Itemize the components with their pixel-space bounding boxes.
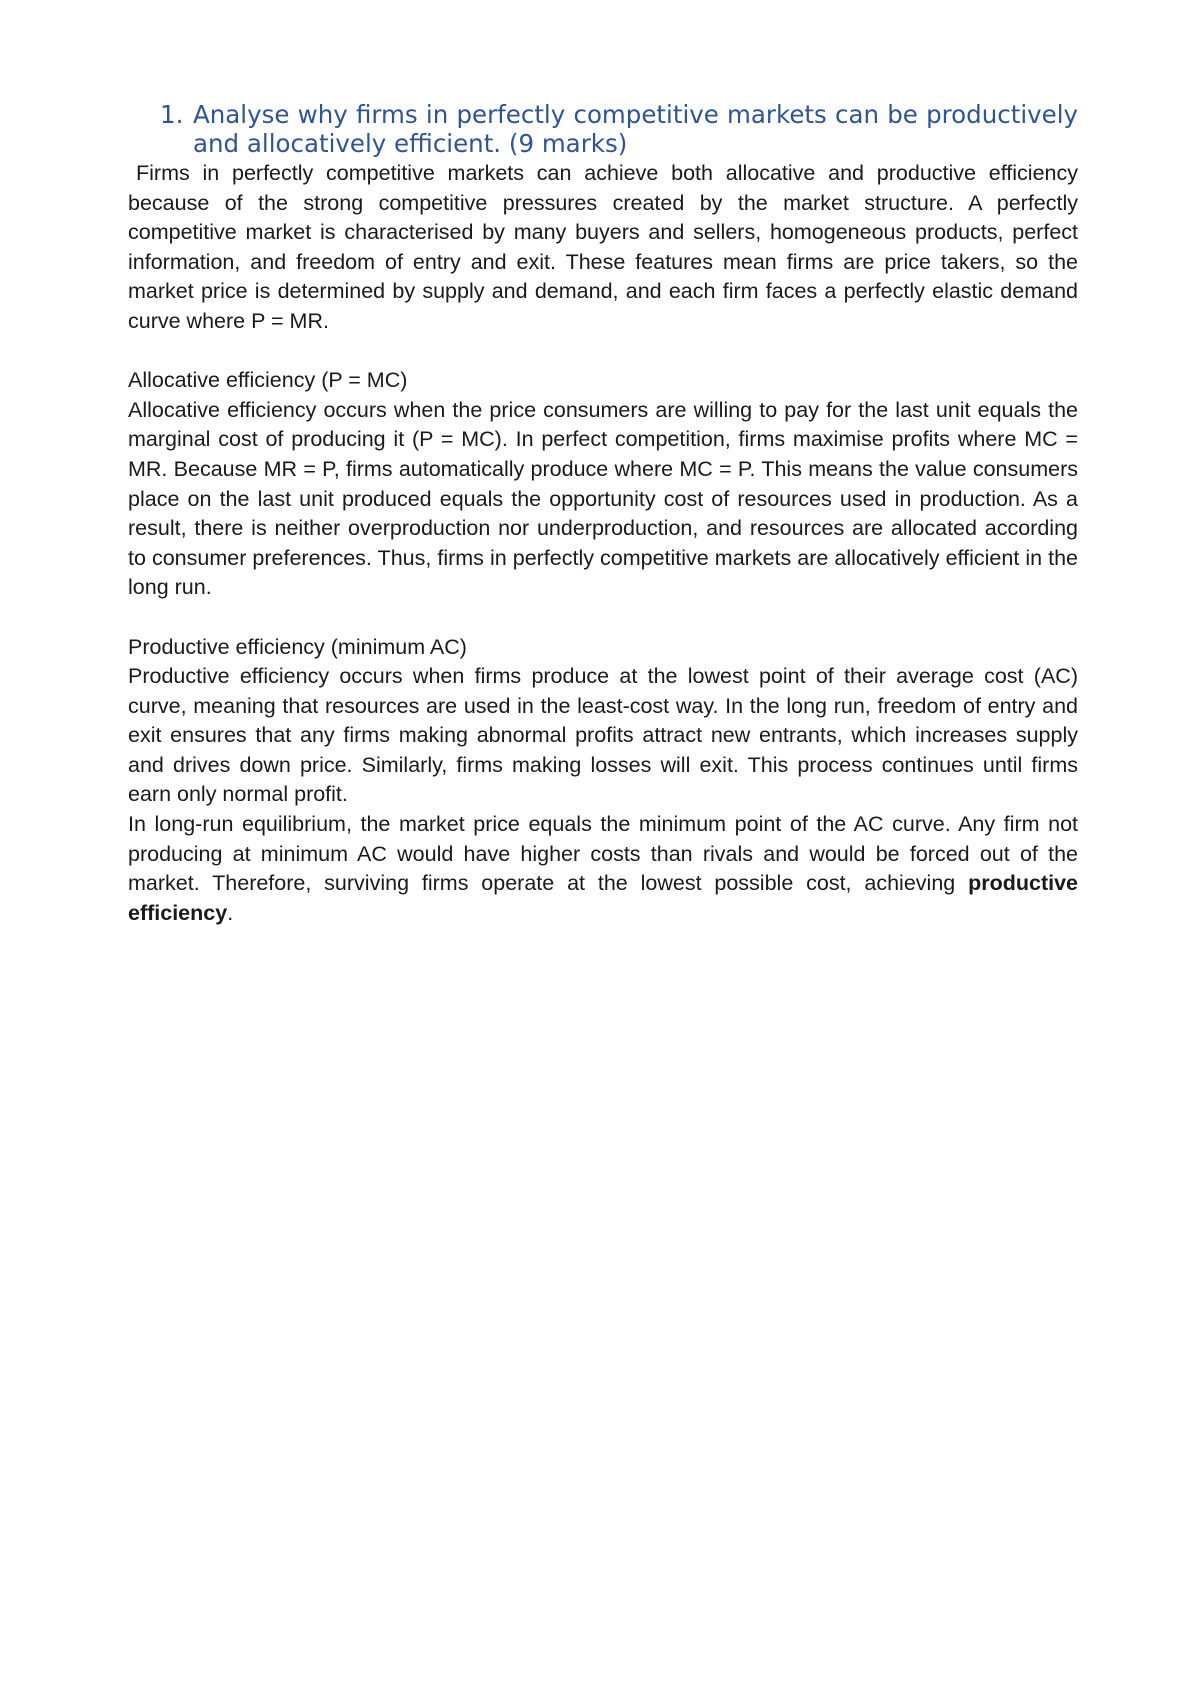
productive-paragraph-2-lead: In long-run equilibrium, the market price equals the minimum point of the AC curve. Any firm not producing at minimum AC would have higher costs than rivals and would be forced out of the market. Therefore, surviving firms operate at the lowest possible cost, achieving (128, 812, 1078, 896)
question-heading (128, 100, 1078, 158)
productive-paragraph-1: Productive efficiency occurs when firms produce at the lowest point of their average cost (AC) curve, meaning that resources are used in the least-cost way. In the long run, freedom of entry and exit ensures that any firms making abnormal profits attract new entrants, which increases supply and drives down price. Similarly, firms making losses will exit. This process continues until firms earn only normal profit. (128, 664, 1078, 807)
question-number: 1. (160, 100, 184, 129)
question-text: Analyse why firms in perfectly competitive markets can be productively and allocatively efficient. (9 marks) (193, 100, 1078, 158)
productive-efficiency-bold: productive efficiency (128, 871, 1078, 925)
productive-paragraph-2 (128, 810, 1078, 928)
productive-paragraph-2-end: . (227, 900, 234, 925)
document-content (128, 100, 1078, 928)
productive-heading: Productive efficiency (minimum AC) (128, 634, 467, 659)
intro-paragraph: Firms in perfectly competitive markets can achieve both allocative and productive efficiency because of the strong competitive pressures created by the market structure. A perfectly competitive market is characterised by many buyers and sellers, homogeneous products, perfect information, and freedom of entry and exit. These features mean firms are price takers, so the market price is determined by supply and demand, and each firm faces a perfectly elastic demand curve where P = MR. (128, 161, 1078, 333)
blank-line (128, 337, 1078, 367)
allocative-paragraph: Allocative efficiency occurs when the price consumers are willing to pay for the last unit equals the marginal cost of producing it (P = MC). In perfect competition, firms maximise profits where MC = MR. Because MR = P, firms automatically produce where MC = P. This means the value consumers place on the last unit produced equals the opportunity cost of resources used in production. As a result, there is neither overproduction nor underproduction, and resources are allocated according to consumer preferences. Thus, firms in perfectly competitive markets are allocatively efficient in the long run. (128, 397, 1078, 600)
blank-line (128, 603, 1078, 633)
allocative-heading: Allocative efficiency (P = MC) (128, 368, 408, 393)
